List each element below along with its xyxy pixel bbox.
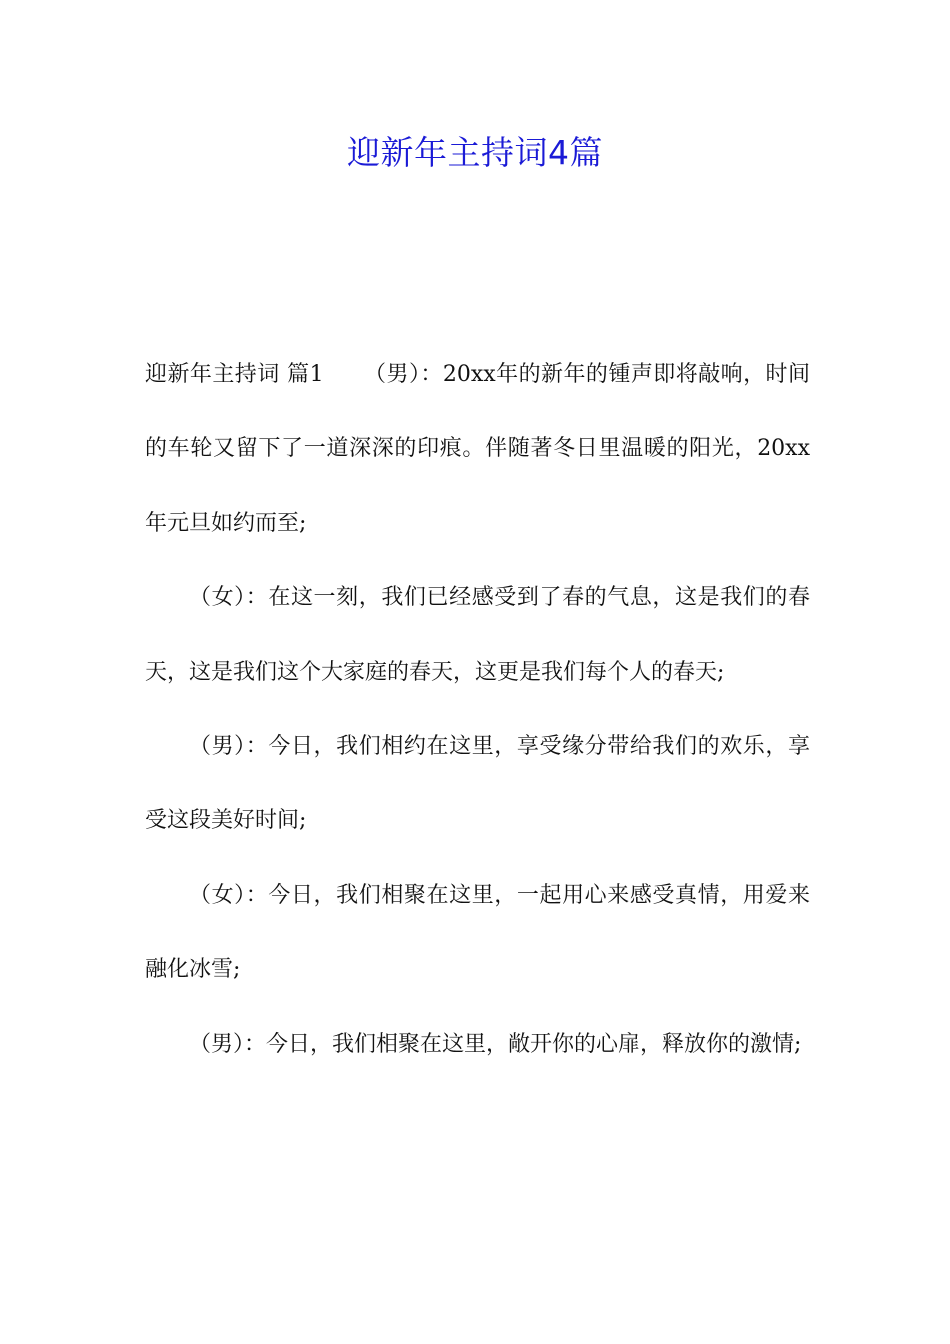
paragraph-4: （女）：今日，我们相聚在这里，一起用心来感受真情，用爱来融化冰雪; xyxy=(145,882,810,983)
paragraph-2: （女）：在这一刻，我们已经感受到了春的气息，这是我们的春天，这是我们这个大家庭的春天，这更是我们每个人的春天; xyxy=(145,585,810,685)
document-title: 迎新年主持词4篇 xyxy=(347,133,603,172)
document-body xyxy=(145,338,810,1082)
section-heading: 迎新年主持词 篇1 xyxy=(145,362,324,387)
paragraph-1-text: （男）：20xx年的新年的锺声即将敲响，时间的车轮又留下了一道深深的印痕。伴随著冬日里温暖的阳光，20xx年元旦如约而至; xyxy=(145,362,810,536)
paragraph-1 xyxy=(145,338,810,561)
paragraph-3: （男）：今日，我们相约在这里，享受缘分带给我们的欢乐，享受这段美好时间; xyxy=(145,734,810,834)
paragraph-5: （男）：今日，我们相聚在这里，敞开你的心扉，释放你的激情; xyxy=(189,1031,802,1057)
